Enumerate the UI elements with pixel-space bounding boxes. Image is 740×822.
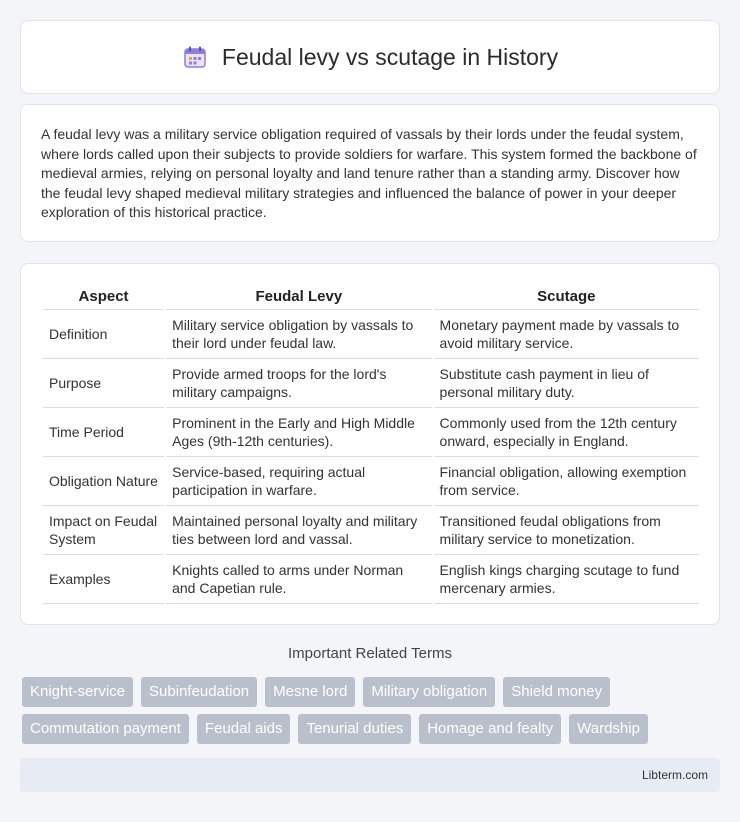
related-term-tag[interactable]: Knight-service xyxy=(22,677,133,707)
related-term-tag[interactable]: Shield money xyxy=(503,677,610,707)
related-term-tag[interactable]: Commutation payment xyxy=(22,714,189,744)
header-card xyxy=(20,20,720,94)
related-term-tag[interactable]: Subinfeudation xyxy=(141,677,257,707)
footer xyxy=(20,758,720,792)
related-term-tag[interactable]: Feudal aids xyxy=(197,714,291,744)
table-row xyxy=(43,457,699,506)
header-aspect: Aspect xyxy=(43,284,164,310)
cell-aspect: Obligation Nature xyxy=(43,457,164,506)
cell-levy: Military service obligation by vassals to their lord under feudal law. xyxy=(166,310,431,359)
cell-aspect: Examples xyxy=(43,555,164,604)
page-title: Feudal levy vs scutage in History xyxy=(221,43,559,70)
header-scutage: Scutage xyxy=(434,284,699,310)
cell-aspect: Time Period xyxy=(43,408,164,457)
table-header-row xyxy=(43,284,699,310)
cell-levy: Knights called to arms under Norman and Capetian rule. xyxy=(166,555,431,604)
calendar-icon xyxy=(182,44,208,70)
cell-levy: Prominent in the Early and High Middle Ages (9th-12th centuries). xyxy=(166,408,431,457)
cell-aspect: Impact on Feudal System xyxy=(43,506,164,555)
table-row xyxy=(43,359,699,408)
table-row xyxy=(43,506,699,555)
footer-brand-link[interactable]: Libterm.com xyxy=(641,768,708,782)
related-terms-list xyxy=(22,677,722,744)
intro-text: A feudal levy was a military service obligation required of vassals by their lords under the feudal system, where lords called upon their subjects to provide soldiers for warfare. This system formed the backbone of medieval armies, relying on personal loyalty and land tenure rather than a standing army. Discover how the feudal levy shaped medieval military strategies and influenced the balance of power in your deeper exploration of this historical practice. xyxy=(41,126,697,221)
cell-scutage: Commonly used from the 12th century onward, especially in England. xyxy=(434,408,699,457)
related-term-tag[interactable]: Wardship xyxy=(569,714,648,744)
cell-levy: Maintained personal loyalty and military ties between lord and vassal. xyxy=(166,506,431,555)
comparison-table xyxy=(41,284,701,604)
related-term-tag[interactable]: Tenurial duties xyxy=(298,714,411,744)
related-term-tag[interactable]: Homage and fealty xyxy=(419,714,561,744)
cell-levy: Service-based, requiring actual participation in warfare. xyxy=(166,457,431,506)
comparison-table-card xyxy=(20,263,720,625)
cell-levy: Provide armed troops for the lord's military campaigns. xyxy=(166,359,431,408)
related-term-tag[interactable]: Mesne lord xyxy=(265,677,355,707)
header-feudal-levy: Feudal Levy xyxy=(166,284,431,310)
related-terms-title: Important Related Terms xyxy=(288,645,452,662)
title-wrap xyxy=(182,44,558,71)
table-row xyxy=(43,408,699,457)
intro-card xyxy=(20,104,720,242)
table-row xyxy=(43,555,699,604)
cell-scutage: English kings charging scutage to fund mercenary armies. xyxy=(434,555,699,604)
cell-scutage: Financial obligation, allowing exemption from service. xyxy=(434,457,699,506)
table-row xyxy=(43,310,699,359)
cell-scutage: Transitioned feudal obligations from military service to monetization. xyxy=(434,506,699,555)
cell-scutage: Substitute cash payment in lieu of personal military duty. xyxy=(434,359,699,408)
cell-aspect: Purpose xyxy=(43,359,164,408)
related-term-tag[interactable]: Military obligation xyxy=(363,677,495,707)
cell-scutage: Monetary payment made by vassals to avoid military service. xyxy=(434,310,699,359)
cell-aspect: Definition xyxy=(43,310,164,359)
